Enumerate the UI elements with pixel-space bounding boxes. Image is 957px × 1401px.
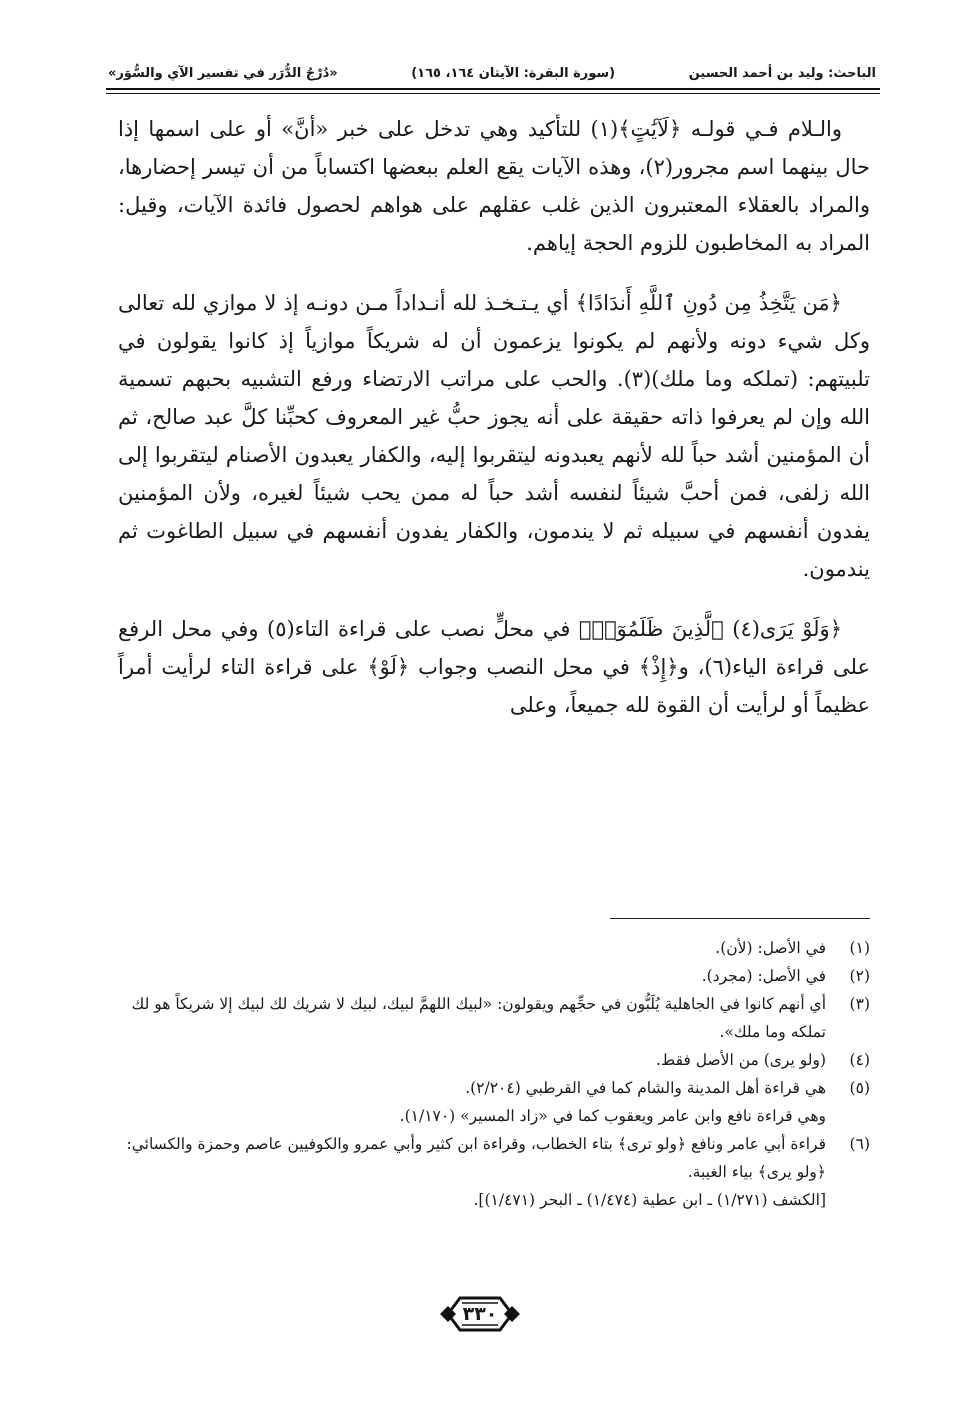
- footnotes: [118, 934, 870, 1214]
- header-section: (سورة البقرة: الآيتان ١٦٤، ١٦٥): [411, 65, 616, 81]
- footnote-number: (٣): [849, 995, 870, 1013]
- page-number-ornament: [438, 1292, 522, 1336]
- footnote: [118, 1046, 870, 1074]
- header-author: الباحث: وليد بن أحمد الحسين: [688, 65, 876, 81]
- page-number: ٣٣٠: [462, 1303, 498, 1325]
- footnote-text: [الكشف (١/٢٧١) ـ ابن عطية (١/٤٧٤) ـ البحر (١/٤٧١)].: [473, 1191, 826, 1209]
- footnote-divider: [610, 918, 870, 919]
- paragraph: والـلام فـي قولـه ﴿لَآيَٰتٍ﴾(١) للتأكيد وهي تدخل على خبر «أنَّ» أو على اسمها إذا حال بينهما اسم مجرور(٢)، وهذه الآيات يقع العلم ببعضها اكتساباً من أن تيسر إحضارها، والمراد بالعقلاء المعتبرون الذين غلب عقلهم على هواهم لحصول فائدة الآيات، وقيل: المراد به المخاطبون للزوم الحجة إياهم.: [118, 117, 870, 255]
- footnote-number: (٤): [849, 1051, 870, 1069]
- footnote: [118, 1130, 870, 1214]
- header-divider: [106, 88, 880, 90]
- footnote: [118, 990, 870, 1046]
- footnote-text: (ولو يرى) من الأصل فقط.: [655, 1051, 826, 1069]
- footnote: [118, 934, 870, 962]
- footnote: [118, 962, 870, 990]
- footnote-text: قراءة أبي عامر ونافع ﴿ولو ترى﴾ بتاء الخطاب، وقراءة ابن كثير وأبي عمرو والكوفيين عاصم وحمزة والكسائي: ﴿ولو يرى﴾ بياء الغيبة.: [126, 1135, 826, 1181]
- footnote-number: (٢): [849, 967, 870, 985]
- footnote-text: في الأصل: (لأن).: [715, 939, 826, 957]
- footnote-text: وهي قراءة نافع وابن عامر ويعقوب كما في «زاد المسير» (١/١٧٠).: [399, 1107, 826, 1125]
- footnote-text: أي أنهم كانوا في الجاهلية يُلَبُّون في حجِّهم ويقولون: «لبيك اللهمَّ لبيك، لبيك لا شريك لك لبيك إلا شريكاً هو لك تملكه وما ملك».: [131, 995, 826, 1041]
- running-header: [108, 56, 876, 90]
- header-book-title: «دُرْجُ الدُّرَر في تفسير الآي والسُّوَر»: [108, 65, 338, 81]
- main-text: [118, 110, 870, 746]
- footnote: [118, 1074, 870, 1130]
- paragraph: ﴿وَلَوْ يَرَى(٤) ٱلَّذِينَ ظَلَمُوٓا۟﴾ في محلٍّ نصب على قراءة التاء(٥) وفي محل الرفع على قراءة الياء(٦)، و﴿إِذْ﴾ في محل النصب وجواب ﴿لَوْ﴾ على قراءة التاء لرأيت أمراً عظيماً أو لرأيت أن القوة لله جميعاً، وعلى: [118, 617, 871, 717]
- footnote-text: هي قراءة أهل المدينة والشام كما في القرطبي (٢/٢٠٤).: [465, 1079, 826, 1097]
- paragraph: ﴿مَن يَتَّخِذُ مِن دُونِ ٱللَّهِ أَندَادًا﴾ أي يـتـخـذ لله أنـداداً مـن دونـه إذ لا موازي لله تعالى وكل شيء دونه ولأنهم لم يكونوا يزعمون أن له شريكاً موازياً إذ كانوا يقولون في تلبيتهم: (تملكه وما ملك)(٣). والحب على مراتب الارتضاء ورفع التشبيه بحبهم تسمية الله وإن لم يعرفوا ذاته حقيقة على أنه يجوز حبُّ غير المعروف كحبِّنا كلَّ عبد صالح، ثم أن المؤمنين أشد حباً لله لأنهم يعبدونه ليتقربوا إليه، والكفار يعبدون الأصنام ليتقربوا إلى الله زلفى، فمن أحبَّ شيئاً لنفسه أشد حباً له ممن يحب شيئاً لغيره، ولأن المؤمنين يفدون أنفسهم في سبيله ثم لا يندمون، والكفار يفدون أنفسهم في سبيل الطاغوت ثم يندمون.: [118, 291, 870, 581]
- footnote-number: (١): [849, 939, 870, 957]
- footnote-number: (٦): [849, 1135, 870, 1153]
- footnote-text: في الأصل: (مجرد).: [701, 967, 826, 985]
- header-divider-thin: [106, 93, 880, 94]
- footnote-number: (٥): [849, 1079, 870, 1097]
